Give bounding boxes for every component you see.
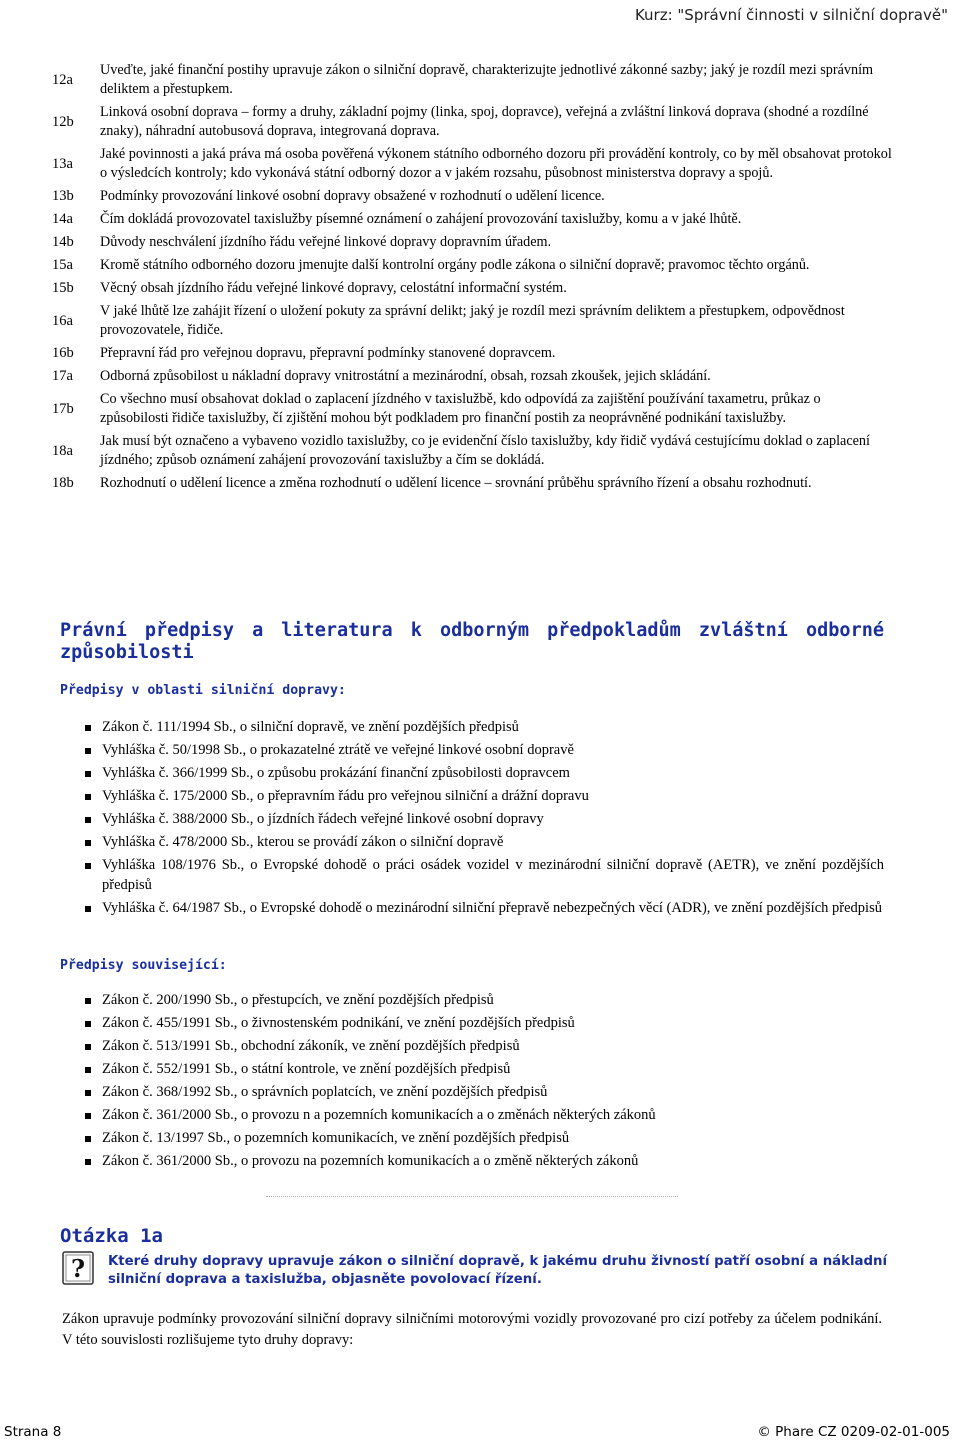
question-number: 14b bbox=[52, 234, 74, 250]
question-row bbox=[52, 60, 892, 102]
regulation-list-item bbox=[84, 786, 884, 806]
square-bullet-icon bbox=[85, 1021, 91, 1027]
regulation-text: Vyhláška č. 50/1998 Sb., o prokazatelné ztrátě ve veřejné linkové osobní dopravě bbox=[102, 742, 574, 758]
separator-line bbox=[266, 1196, 678, 1197]
question-text-cell: Uveďte, jaké finanční postihy upravuje zákon o silniční dopravě, charakterizujte jednotlivé zákonné sazby; jaký je rozdíl mezi správním deliktem a přestupkem. bbox=[100, 62, 874, 97]
square-bullet-icon bbox=[85, 906, 91, 912]
regulation-list-item bbox=[84, 1128, 884, 1148]
question-row bbox=[52, 278, 892, 301]
question-row bbox=[52, 232, 892, 255]
question-text-cell: Odborná způsobilost u nákladní dopravy vnitrostátní a mezinárodní, obsah, rozsah zkoušek, jejich skládání. bbox=[100, 368, 711, 384]
page-number: Strana 8 bbox=[4, 1424, 62, 1440]
regulation-text: Zákon č. 13/1997 Sb., o pozemních komunikacích, ve znění pozdějších předpisů bbox=[102, 1130, 570, 1146]
question-mark-icon bbox=[60, 1250, 96, 1286]
regulation-text: Zákon č. 513/1991 Sb., obchodní zákoník, ve znění pozdějších předpisů bbox=[102, 1038, 520, 1054]
question-row bbox=[52, 431, 892, 473]
regulation-text: Vyhláška č. 388/2000 Sb., o jízdních řádech veřejné linkové osobní dopravy bbox=[102, 811, 544, 827]
section-title: Právní předpisy a literatura k odborným předpokladům zvláštní odborné způsobilosti bbox=[60, 620, 884, 663]
subheading-road-transport-regulations: Předpisy v oblasti silniční dopravy: bbox=[60, 683, 346, 698]
question-text-cell: Kromě státního odborného dozoru jmenujte další kontrolní orgány podle zákona o silniční dopravě; pravomoc těchto orgánů. bbox=[100, 257, 810, 273]
square-bullet-icon bbox=[85, 1090, 91, 1096]
square-bullet-icon bbox=[85, 1044, 91, 1050]
question-text-cell: Jaké povinnosti a jaká práva má osoba pověřená výkonem státního odborného dozoru při provádění kontroly, co by měl obsahovat protokol o výsledcích kontroly; kdo vykonává státní odborný dozor a v jakém rozsahu, působnost ministerstva dopravy a spojů. bbox=[100, 146, 892, 181]
question-number: 17b bbox=[52, 400, 74, 417]
question-row bbox=[52, 255, 892, 278]
question-text-cell: Rozhodnutí o udělení licence a změna rozhodnutí o udělení licence – srovnání průběhu správního řízení a obsahu rozhodnutí. bbox=[100, 475, 812, 491]
regulation-list-item bbox=[84, 855, 884, 895]
question-number: 12b bbox=[52, 113, 74, 130]
square-bullet-icon bbox=[85, 863, 91, 869]
regulation-text: Vyhláška 108/1976 Sb., o Evropské dohodě o práci osádek vozidel v mezinárodní silniční dopravě (AETR), ve znění pozdějších předpisů bbox=[102, 857, 884, 893]
regulation-text: Vyhláška č. 64/1987 Sb., o Evropské dohodě o mezinárodní silniční přepravě nebezpečných věcí (ADR), ve znění pozdějších předpisů bbox=[102, 900, 882, 916]
square-bullet-icon bbox=[85, 725, 91, 731]
regulation-list-item bbox=[84, 898, 884, 918]
square-bullet-icon bbox=[85, 1113, 91, 1119]
question-number: 16a bbox=[52, 312, 73, 329]
regulation-list-item bbox=[84, 1013, 884, 1033]
regulation-list-item bbox=[84, 990, 884, 1010]
regulation-text: Zákon č. 455/1991 Sb., o živnostenském podnikání, ve znění pozdějších předpisů bbox=[102, 1015, 575, 1031]
question-number: 17a bbox=[52, 368, 73, 384]
question-text-cell: Důvody neschválení jízdního řádu veřejné linkové dopravy dopravním úřadem. bbox=[100, 234, 552, 250]
regulation-list-item bbox=[84, 1082, 884, 1102]
regulation-text: Zákon č. 200/1990 Sb., o přestupcích, ve znění pozdějších předpisů bbox=[102, 992, 494, 1008]
square-bullet-icon bbox=[85, 771, 91, 777]
question-row bbox=[52, 144, 892, 186]
square-bullet-icon bbox=[85, 1159, 91, 1165]
square-bullet-icon bbox=[85, 817, 91, 823]
regulation-list-item bbox=[84, 763, 884, 783]
square-bullet-icon bbox=[85, 1136, 91, 1142]
regulation-text: Zákon č. 361/2000 Sb., o provozu na pozemních komunikacích a o změně některých zákonů bbox=[102, 1153, 639, 1169]
regulation-list-item bbox=[84, 717, 884, 737]
question-table bbox=[52, 60, 892, 496]
question-text-cell: Linková osobní doprava – formy a druhy, základní pojmy (linka, spoj, dopravce), veřejná a zvláštní linková doprava (shodné a rozdílné znaky), náhradní autobusová doprava, integrovaná doprava. bbox=[100, 104, 869, 139]
regulation-text: Zákon č. 111/1994 Sb., o silniční dopravě, ve znění pozdějších předpisů bbox=[102, 719, 519, 735]
question-number: 16b bbox=[52, 345, 74, 361]
question-text-cell: Jak musí být označeno a vybaveno vozidlo taxislužby, co je evidenční číslo taxislužby, kdy řidič vydává cestujícímu doklad o zaplacení jízdného; způsob oznámení zahájení provozování taxislužby a čím se dokládá. bbox=[100, 433, 870, 468]
regulation-text: Zákon č. 361/2000 Sb., o provozu n a pozemních komunikacích a o změnách některých zákonů bbox=[102, 1107, 656, 1123]
regulation-text: Zákon č. 552/1991 Sb., o státní kontrole, ve znění pozdějších předpisů bbox=[102, 1061, 511, 1077]
question-text-cell: Přepravní řád pro veřejnou dopravu, přepravní podmínky stanovené dopravcem. bbox=[100, 345, 556, 361]
question-number: 12a bbox=[52, 71, 73, 88]
course-header: Kurz: "Správní činnosti v silniční dopravě" bbox=[634, 6, 948, 24]
question-text-cell: Věcný obsah jízdního řádu veřejné linkové dopravy, celostátní informační systém. bbox=[100, 280, 567, 296]
question-text-cell: Co všechno musí obsahovat doklad o zaplacení jízdného v taxislužbě, kdo odpovídá za zajištění používání taxametru, průkaz o způsobilosti řidiče taxislužby, čí zjištění mohou být podkladem pro finanční postih za neoprávněné podnikání taxislužby. bbox=[100, 391, 821, 426]
question-row bbox=[52, 209, 892, 232]
question-text-cell: Čím dokládá provozovatel taxislužby písemné oznámení o zahájení provozování taxislužby, komu a v jaké lhůtě. bbox=[100, 211, 742, 227]
question-row bbox=[52, 102, 892, 144]
question-number: 13b bbox=[52, 188, 74, 204]
question-row bbox=[52, 301, 892, 343]
regulation-text: Vyhláška č. 478/2000 Sb., kterou se provádí zákon o silniční dopravě bbox=[102, 834, 504, 850]
square-bullet-icon bbox=[85, 794, 91, 800]
svg-text:?: ? bbox=[70, 1254, 86, 1283]
question-number: 14a bbox=[52, 211, 73, 227]
question-number: 13a bbox=[52, 155, 73, 172]
regulation-list-item bbox=[84, 832, 884, 852]
related-regulations-list bbox=[84, 990, 884, 1174]
regulation-text: Vyhláška č. 175/2000 Sb., o přepravním řádu pro veřejnou silniční a drážní dopravu bbox=[102, 788, 589, 804]
square-bullet-icon bbox=[85, 748, 91, 754]
question-number: 18b bbox=[52, 475, 74, 491]
regulation-text: Vyhláška č. 366/1999 Sb., o způsobu prokázání finanční způsobilosti dopravcem bbox=[102, 765, 570, 781]
question-row bbox=[52, 343, 892, 366]
answer-body-text: Zákon upravuje podmínky provozování silniční dopravy silničními motorovými vozidly provozované pro cizí potřeby za účelem podnikání. V této souvislosti rozlišujeme tyto druhy dopravy: bbox=[62, 1311, 882, 1348]
question-text: Které druhy dopravy upravuje zákon o silniční dopravě, k jakému druhu živností patří osobní a nákladní silniční doprava a taxislužba, objasněte povolovací řízení. bbox=[108, 1254, 888, 1287]
question-number: 15b bbox=[52, 280, 74, 296]
copyright-notice: © Phare CZ 0209-02-01-005 bbox=[757, 1424, 950, 1440]
regulation-list-item bbox=[84, 740, 884, 760]
square-bullet-icon bbox=[85, 998, 91, 1004]
question-text-cell: V jaké lhůtě lze zahájit řízení o uložení pokuty za správní delikt; jaký je rozdíl mezi správním deliktem a přestupkem, odpovědnost provozovatele, řidiče. bbox=[100, 303, 845, 338]
question-title: Otázka 1a bbox=[60, 1225, 163, 1247]
question-row bbox=[52, 366, 892, 389]
question-number: 18a bbox=[52, 442, 73, 459]
question-row bbox=[52, 186, 892, 209]
regulation-list-item bbox=[84, 1059, 884, 1079]
question-row bbox=[52, 389, 892, 431]
road-transport-regulations-list bbox=[84, 717, 884, 921]
regulation-list-item bbox=[84, 1151, 884, 1171]
subheading-related-regulations: Předpisy související: bbox=[60, 958, 227, 973]
question-text-cell: Podmínky provozování linkové osobní dopravy obsažené v rozhodnutí o udělení licence. bbox=[100, 188, 605, 204]
regulation-list-item bbox=[84, 809, 884, 829]
question-row bbox=[52, 473, 892, 496]
square-bullet-icon bbox=[85, 1067, 91, 1073]
regulation-list-item bbox=[84, 1036, 884, 1056]
regulation-list-item bbox=[84, 1105, 884, 1125]
question-number: 15a bbox=[52, 257, 73, 273]
square-bullet-icon bbox=[85, 840, 91, 846]
regulation-text: Zákon č. 368/1992 Sb., o správních poplatcích, ve znění pozdějších předpisů bbox=[102, 1084, 548, 1100]
